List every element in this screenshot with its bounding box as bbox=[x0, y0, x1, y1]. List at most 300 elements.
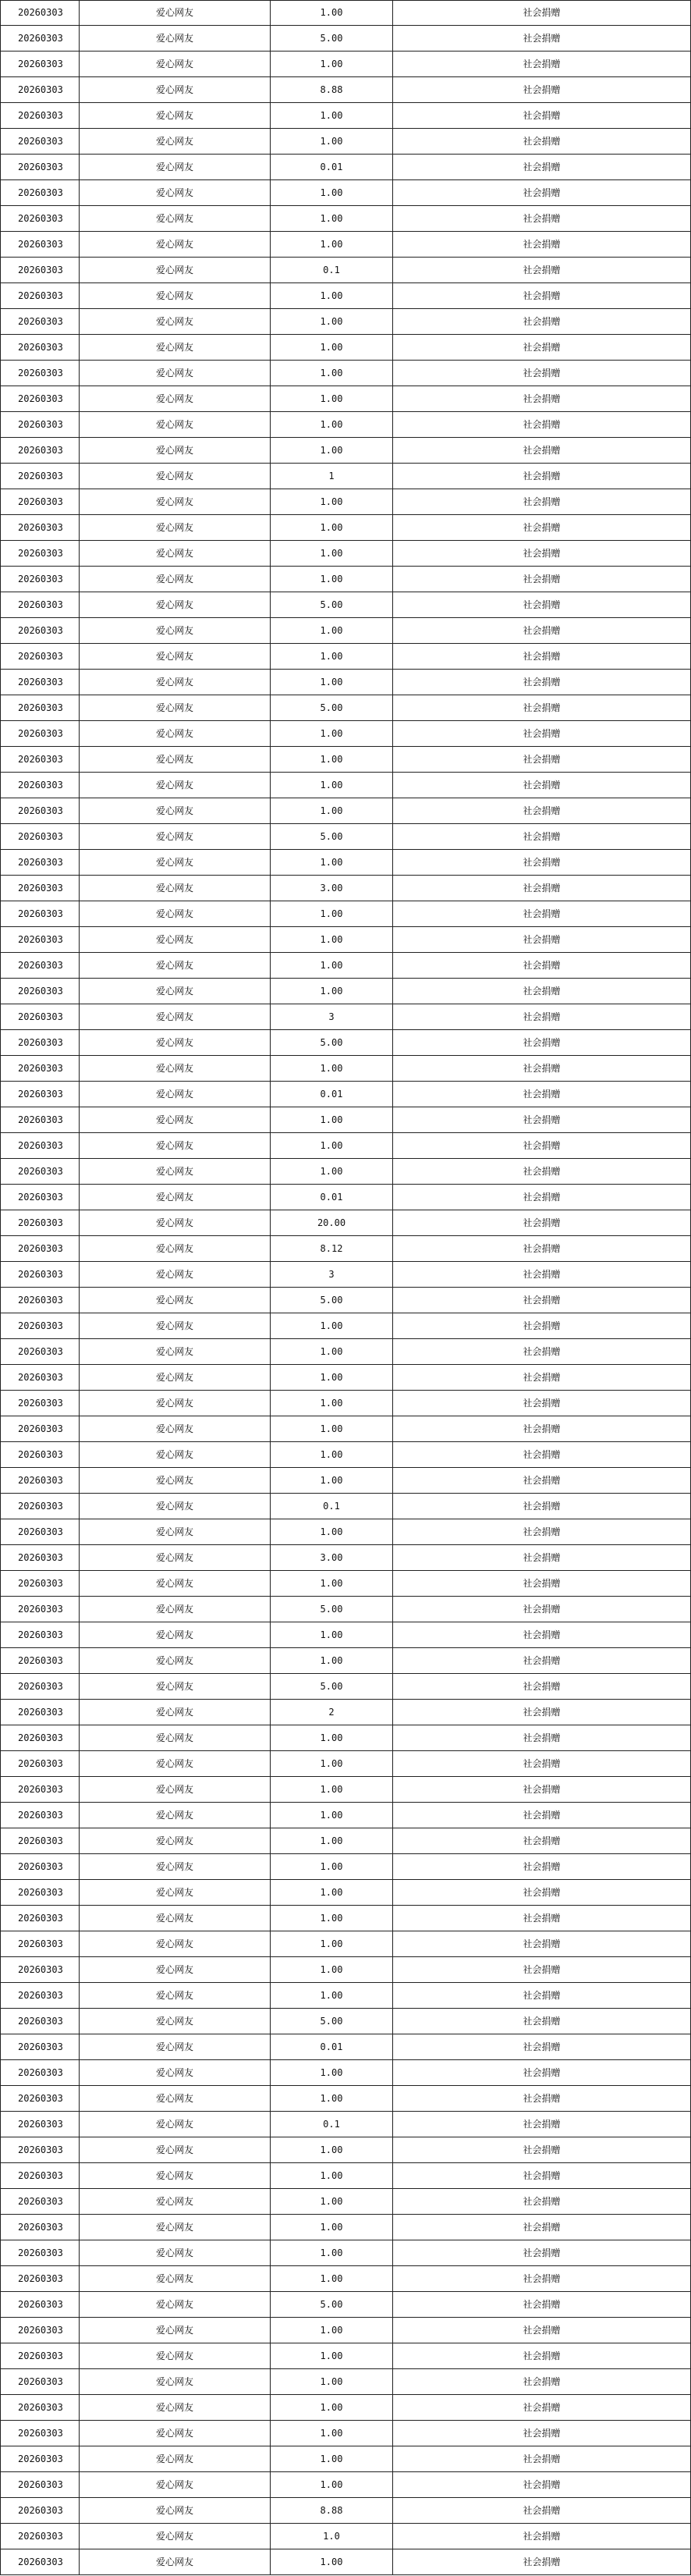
category-cell: 社会捐赠 bbox=[393, 1906, 691, 1931]
amount-cell: 1.00 bbox=[271, 1519, 393, 1545]
amount-cell: 20.00 bbox=[271, 1210, 393, 1236]
table-row bbox=[1, 1751, 691, 1777]
table-row bbox=[1, 1906, 691, 1931]
category-cell: 社会捐赠 bbox=[393, 464, 691, 489]
date-cell: 20260303 bbox=[1, 2421, 80, 2446]
date-cell: 20260303 bbox=[1, 1803, 80, 1828]
category-cell: 社会捐赠 bbox=[393, 2343, 691, 2369]
table-row bbox=[1, 695, 691, 721]
table-row bbox=[1, 670, 691, 695]
date-cell: 20260303 bbox=[1, 721, 80, 747]
table-row bbox=[1, 103, 691, 129]
donor-cell: 爱心网友 bbox=[80, 2318, 271, 2343]
date-cell: 20260303 bbox=[1, 824, 80, 850]
table-row bbox=[1, 1519, 691, 1545]
date-cell: 20260303 bbox=[1, 927, 80, 953]
table-row bbox=[1, 2524, 691, 2549]
category-cell: 社会捐赠 bbox=[393, 412, 691, 438]
donor-cell: 爱心网友 bbox=[80, 2112, 271, 2137]
amount-cell: 0.01 bbox=[271, 2034, 393, 2060]
table-row bbox=[1, 850, 691, 876]
amount-cell: 1.00 bbox=[271, 1906, 393, 1931]
category-cell: 社会捐赠 bbox=[393, 927, 691, 953]
date-cell: 20260303 bbox=[1, 2446, 80, 2472]
category-cell: 社会捐赠 bbox=[393, 2086, 691, 2112]
amount-cell: 5.00 bbox=[271, 2009, 393, 2034]
amount-cell: 1.00 bbox=[271, 52, 393, 77]
date-cell: 20260303 bbox=[1, 1365, 80, 1391]
date-cell: 20260303 bbox=[1, 2215, 80, 2240]
date-cell: 20260303 bbox=[1, 2472, 80, 2498]
donor-cell: 爱心网友 bbox=[80, 77, 271, 103]
donor-cell: 爱心网友 bbox=[80, 129, 271, 155]
amount-cell: 1.00 bbox=[271, 1159, 393, 1185]
amount-cell: 1.0 bbox=[271, 2524, 393, 2549]
amount-cell: 1.00 bbox=[271, 1313, 393, 1339]
table-row bbox=[1, 1803, 691, 1828]
category-cell: 社会捐赠 bbox=[393, 2446, 691, 2472]
category-cell: 社会捐赠 bbox=[393, 1391, 691, 1416]
donor-cell: 爱心网友 bbox=[80, 773, 271, 798]
amount-cell: 5.00 bbox=[271, 1674, 393, 1700]
donor-cell: 爱心网友 bbox=[80, 1545, 271, 1571]
table-row bbox=[1, 2369, 691, 2395]
category-cell: 社会捐赠 bbox=[393, 1107, 691, 1133]
date-cell: 20260303 bbox=[1, 592, 80, 618]
table-row bbox=[1, 1082, 691, 1107]
amount-cell: 5.00 bbox=[271, 695, 393, 721]
category-cell: 社会捐赠 bbox=[393, 438, 691, 464]
category-cell: 社会捐赠 bbox=[393, 1030, 691, 1056]
amount-cell: 1.00 bbox=[271, 2215, 393, 2240]
donor-cell: 爱心网友 bbox=[80, 2086, 271, 2112]
category-cell: 社会捐赠 bbox=[393, 592, 691, 618]
category-cell: 社会捐赠 bbox=[393, 1519, 691, 1545]
category-cell: 社会捐赠 bbox=[393, 2215, 691, 2240]
date-cell: 20260303 bbox=[1, 1236, 80, 1262]
date-cell: 20260303 bbox=[1, 1674, 80, 1700]
amount-cell: 1.00 bbox=[271, 2266, 393, 2292]
donation-table-body bbox=[1, 1, 691, 2575]
amount-cell: 1.00 bbox=[271, 1056, 393, 1082]
donor-cell: 爱心网友 bbox=[80, 2060, 271, 2086]
table-row bbox=[1, 1648, 691, 1674]
category-cell: 社会捐赠 bbox=[393, 1442, 691, 1468]
amount-cell: 1.00 bbox=[271, 1803, 393, 1828]
category-cell: 社会捐赠 bbox=[393, 2034, 691, 2060]
table-row bbox=[1, 438, 691, 464]
table-row bbox=[1, 2472, 691, 2498]
category-cell: 社会捐赠 bbox=[393, 2240, 691, 2266]
amount-cell: 1.00 bbox=[271, 1571, 393, 1597]
donor-cell: 爱心网友 bbox=[80, 2292, 271, 2318]
table-row bbox=[1, 1159, 691, 1185]
amount-cell: 0.1 bbox=[271, 1494, 393, 1519]
table-row bbox=[1, 2446, 691, 2472]
amount-cell: 1.00 bbox=[271, 309, 393, 335]
category-cell: 社会捐赠 bbox=[393, 258, 691, 283]
table-row bbox=[1, 618, 691, 644]
donor-cell: 爱心网友 bbox=[80, 1391, 271, 1416]
donor-cell: 爱心网友 bbox=[80, 258, 271, 283]
donor-cell: 爱心网友 bbox=[80, 721, 271, 747]
amount-cell: 1.00 bbox=[271, 2549, 393, 2575]
category-cell: 社会捐赠 bbox=[393, 618, 691, 644]
amount-cell: 1.00 bbox=[271, 180, 393, 206]
donor-cell: 爱心网友 bbox=[80, 1648, 271, 1674]
date-cell: 20260303 bbox=[1, 2137, 80, 2163]
table-row bbox=[1, 567, 691, 592]
table-row bbox=[1, 1442, 691, 1468]
amount-cell: 1.00 bbox=[271, 644, 393, 670]
donor-cell: 爱心网友 bbox=[80, 412, 271, 438]
category-cell: 社会捐赠 bbox=[393, 1828, 691, 1854]
amount-cell: 1.00 bbox=[271, 1648, 393, 1674]
category-cell: 社会捐赠 bbox=[393, 1, 691, 26]
table-row bbox=[1, 2240, 691, 2266]
amount-cell: 1.00 bbox=[271, 1777, 393, 1803]
date-cell: 20260303 bbox=[1, 26, 80, 52]
date-cell: 20260303 bbox=[1, 1004, 80, 1030]
date-cell: 20260303 bbox=[1, 232, 80, 258]
table-row bbox=[1, 515, 691, 541]
donor-cell: 爱心网友 bbox=[80, 1107, 271, 1133]
date-cell: 20260303 bbox=[1, 2498, 80, 2524]
amount-cell: 1.00 bbox=[271, 979, 393, 1004]
category-cell: 社会捐赠 bbox=[393, 721, 691, 747]
table-row bbox=[1, 1030, 691, 1056]
amount-cell: 3.00 bbox=[271, 1545, 393, 1571]
table-row bbox=[1, 824, 691, 850]
donor-cell: 爱心网友 bbox=[80, 1056, 271, 1082]
date-cell: 20260303 bbox=[1, 695, 80, 721]
donor-cell: 爱心网友 bbox=[80, 438, 271, 464]
donor-cell: 爱心网友 bbox=[80, 52, 271, 77]
table-row bbox=[1, 1262, 691, 1288]
donor-cell: 爱心网友 bbox=[80, 1751, 271, 1777]
date-cell: 20260303 bbox=[1, 258, 80, 283]
category-cell: 社会捐赠 bbox=[393, 1082, 691, 1107]
category-cell: 社会捐赠 bbox=[393, 1957, 691, 1983]
category-cell: 社会捐赠 bbox=[393, 2163, 691, 2189]
donor-cell: 爱心网友 bbox=[80, 644, 271, 670]
table-row bbox=[1, 1210, 691, 1236]
amount-cell: 8.88 bbox=[271, 77, 393, 103]
table-row bbox=[1, 1545, 691, 1571]
amount-cell: 1.00 bbox=[271, 2318, 393, 2343]
amount-cell: 1.00 bbox=[271, 1365, 393, 1391]
date-cell: 20260303 bbox=[1, 901, 80, 927]
date-cell: 20260303 bbox=[1, 541, 80, 567]
donor-cell: 爱心网友 bbox=[80, 386, 271, 412]
date-cell: 20260303 bbox=[1, 1828, 80, 1854]
category-cell: 社会捐赠 bbox=[393, 232, 691, 258]
donor-cell: 爱心网友 bbox=[80, 695, 271, 721]
category-cell: 社会捐赠 bbox=[393, 876, 691, 901]
category-cell: 社会捐赠 bbox=[393, 361, 691, 386]
amount-cell: 0.1 bbox=[271, 258, 393, 283]
date-cell: 20260303 bbox=[1, 1545, 80, 1571]
donor-cell: 爱心网友 bbox=[80, 1957, 271, 1983]
donor-cell: 爱心网友 bbox=[80, 361, 271, 386]
table-row bbox=[1, 1828, 691, 1854]
category-cell: 社会捐赠 bbox=[393, 1648, 691, 1674]
donor-cell: 爱心网友 bbox=[80, 747, 271, 773]
amount-cell: 1.00 bbox=[271, 2189, 393, 2215]
amount-cell: 1.00 bbox=[271, 412, 393, 438]
date-cell: 20260303 bbox=[1, 2292, 80, 2318]
date-cell: 20260303 bbox=[1, 1159, 80, 1185]
donor-cell: 爱心网友 bbox=[80, 1288, 271, 1313]
amount-cell: 1.00 bbox=[271, 1133, 393, 1159]
amount-cell: 1.00 bbox=[271, 515, 393, 541]
table-row bbox=[1, 1674, 691, 1700]
amount-cell: 8.88 bbox=[271, 2498, 393, 2524]
category-cell: 社会捐赠 bbox=[393, 1622, 691, 1648]
category-cell: 社会捐赠 bbox=[393, 979, 691, 1004]
amount-cell: 5.00 bbox=[271, 1288, 393, 1313]
amount-cell: 5.00 bbox=[271, 824, 393, 850]
date-cell: 20260303 bbox=[1, 1313, 80, 1339]
table-row bbox=[1, 489, 691, 515]
date-cell: 20260303 bbox=[1, 1262, 80, 1288]
donor-cell: 爱心网友 bbox=[80, 1700, 271, 1725]
category-cell: 社会捐赠 bbox=[393, 2498, 691, 2524]
date-cell: 20260303 bbox=[1, 438, 80, 464]
donor-cell: 爱心网友 bbox=[80, 2266, 271, 2292]
donor-cell: 爱心网友 bbox=[80, 1262, 271, 1288]
amount-cell: 1.00 bbox=[271, 2369, 393, 2395]
date-cell: 20260303 bbox=[1, 2060, 80, 2086]
donor-cell: 爱心网友 bbox=[80, 1622, 271, 1648]
amount-cell: 1.00 bbox=[271, 670, 393, 695]
table-row bbox=[1, 721, 691, 747]
donor-cell: 爱心网友 bbox=[80, 515, 271, 541]
date-cell: 20260303 bbox=[1, 2343, 80, 2369]
table-row bbox=[1, 1622, 691, 1648]
category-cell: 社会捐赠 bbox=[393, 309, 691, 335]
date-cell: 20260303 bbox=[1, 850, 80, 876]
table-row bbox=[1, 1288, 691, 1313]
amount-cell: 1.00 bbox=[271, 103, 393, 129]
donor-cell: 爱心网友 bbox=[80, 1854, 271, 1880]
amount-cell: 0.01 bbox=[271, 1185, 393, 1210]
donor-cell: 爱心网友 bbox=[80, 592, 271, 618]
category-cell: 社会捐赠 bbox=[393, 1056, 691, 1082]
category-cell: 社会捐赠 bbox=[393, 1210, 691, 1236]
donor-cell: 爱心网友 bbox=[80, 1365, 271, 1391]
table-row bbox=[1, 2112, 691, 2137]
table-row bbox=[1, 1185, 691, 1210]
amount-cell: 1.00 bbox=[271, 1, 393, 26]
amount-cell: 3 bbox=[271, 1004, 393, 1030]
amount-cell: 1.00 bbox=[271, 2395, 393, 2421]
category-cell: 社会捐赠 bbox=[393, 850, 691, 876]
table-row bbox=[1, 1777, 691, 1803]
date-cell: 20260303 bbox=[1, 2524, 80, 2549]
amount-cell: 1.00 bbox=[271, 1880, 393, 1906]
donor-cell: 爱心网友 bbox=[80, 901, 271, 927]
donor-cell: 爱心网友 bbox=[80, 1494, 271, 1519]
category-cell: 社会捐赠 bbox=[393, 155, 691, 180]
date-cell: 20260303 bbox=[1, 335, 80, 361]
amount-cell: 1.00 bbox=[271, 489, 393, 515]
table-row bbox=[1, 1880, 691, 1906]
date-cell: 20260303 bbox=[1, 361, 80, 386]
table-row bbox=[1, 2060, 691, 2086]
donor-cell: 爱心网友 bbox=[80, 850, 271, 876]
date-cell: 20260303 bbox=[1, 2086, 80, 2112]
donor-cell: 爱心网友 bbox=[80, 1339, 271, 1365]
category-cell: 社会捐赠 bbox=[393, 2266, 691, 2292]
table-row bbox=[1, 1597, 691, 1622]
donor-cell: 爱心网友 bbox=[80, 1777, 271, 1803]
amount-cell: 1.00 bbox=[271, 1725, 393, 1751]
table-row bbox=[1, 1494, 691, 1519]
category-cell: 社会捐赠 bbox=[393, 180, 691, 206]
donor-cell: 爱心网友 bbox=[80, 155, 271, 180]
date-cell: 20260303 bbox=[1, 489, 80, 515]
category-cell: 社会捐赠 bbox=[393, 567, 691, 592]
table-row bbox=[1, 2009, 691, 2034]
category-cell: 社会捐赠 bbox=[393, 103, 691, 129]
table-row bbox=[1, 361, 691, 386]
table-row bbox=[1, 283, 691, 309]
category-cell: 社会捐赠 bbox=[393, 2189, 691, 2215]
date-cell: 20260303 bbox=[1, 103, 80, 129]
category-cell: 社会捐赠 bbox=[393, 2421, 691, 2446]
category-cell: 社会捐赠 bbox=[393, 1004, 691, 1030]
table-row bbox=[1, 155, 691, 180]
date-cell: 20260303 bbox=[1, 1442, 80, 1468]
table-row bbox=[1, 1725, 691, 1751]
category-cell: 社会捐赠 bbox=[393, 1313, 691, 1339]
amount-cell: 1.00 bbox=[271, 2137, 393, 2163]
date-cell: 20260303 bbox=[1, 953, 80, 979]
table-row bbox=[1, 52, 691, 77]
donor-cell: 爱心网友 bbox=[80, 1828, 271, 1854]
donor-cell: 爱心网友 bbox=[80, 618, 271, 644]
donor-cell: 爱心网友 bbox=[80, 927, 271, 953]
amount-cell: 1.00 bbox=[271, 438, 393, 464]
table-row bbox=[1, 1133, 691, 1159]
amount-cell: 5.00 bbox=[271, 592, 393, 618]
category-cell: 社会捐赠 bbox=[393, 2009, 691, 2034]
table-row bbox=[1, 773, 691, 798]
category-cell: 社会捐赠 bbox=[393, 206, 691, 232]
category-cell: 社会捐赠 bbox=[393, 1777, 691, 1803]
table-row bbox=[1, 1931, 691, 1957]
category-cell: 社会捐赠 bbox=[393, 1468, 691, 1494]
table-row bbox=[1, 592, 691, 618]
donor-cell: 爱心网友 bbox=[80, 1931, 271, 1957]
donor-cell: 爱心网友 bbox=[80, 1597, 271, 1622]
date-cell: 20260303 bbox=[1, 515, 80, 541]
table-row bbox=[1, 2266, 691, 2292]
donor-cell: 爱心网友 bbox=[80, 1519, 271, 1545]
date-cell: 20260303 bbox=[1, 773, 80, 798]
category-cell: 社会捐赠 bbox=[393, 824, 691, 850]
amount-cell: 1.00 bbox=[271, 953, 393, 979]
donor-cell: 爱心网友 bbox=[80, 1236, 271, 1262]
donor-cell: 爱心网友 bbox=[80, 1725, 271, 1751]
table-row bbox=[1, 129, 691, 155]
amount-cell: 3.00 bbox=[271, 876, 393, 901]
category-cell: 社会捐赠 bbox=[393, 541, 691, 567]
table-row bbox=[1, 2498, 691, 2524]
date-cell: 20260303 bbox=[1, 798, 80, 824]
table-row bbox=[1, 541, 691, 567]
date-cell: 20260303 bbox=[1, 1700, 80, 1725]
amount-cell: 5.00 bbox=[271, 26, 393, 52]
donor-cell: 爱心网友 bbox=[80, 2009, 271, 2034]
category-cell: 社会捐赠 bbox=[393, 1700, 691, 1725]
date-cell: 20260303 bbox=[1, 1133, 80, 1159]
amount-cell: 1.00 bbox=[271, 541, 393, 567]
date-cell: 20260303 bbox=[1, 1210, 80, 1236]
amount-cell: 1.00 bbox=[271, 386, 393, 412]
amount-cell: 1.00 bbox=[271, 2060, 393, 2086]
amount-cell: 0.01 bbox=[271, 155, 393, 180]
date-cell: 20260303 bbox=[1, 1185, 80, 1210]
amount-cell: 1.00 bbox=[271, 901, 393, 927]
category-cell: 社会捐赠 bbox=[393, 1159, 691, 1185]
category-cell: 社会捐赠 bbox=[393, 26, 691, 52]
amount-cell: 1.00 bbox=[271, 1391, 393, 1416]
table-row bbox=[1, 1571, 691, 1597]
date-cell: 20260303 bbox=[1, 1957, 80, 1983]
date-cell: 20260303 bbox=[1, 2318, 80, 2343]
donor-cell: 爱心网友 bbox=[80, 26, 271, 52]
table-row bbox=[1, 26, 691, 52]
amount-cell: 1.00 bbox=[271, 2240, 393, 2266]
amount-cell: 1.00 bbox=[271, 361, 393, 386]
amount-cell: 1.00 bbox=[271, 773, 393, 798]
amount-cell: 1.00 bbox=[271, 618, 393, 644]
table-row bbox=[1, 953, 691, 979]
category-cell: 社会捐赠 bbox=[393, 1236, 691, 1262]
amount-cell: 0.1 bbox=[271, 2112, 393, 2137]
table-row bbox=[1, 1236, 691, 1262]
date-cell: 20260303 bbox=[1, 155, 80, 180]
amount-cell: 8.12 bbox=[271, 1236, 393, 1262]
date-cell: 20260303 bbox=[1, 1391, 80, 1416]
category-cell: 社会捐赠 bbox=[393, 798, 691, 824]
table-row bbox=[1, 927, 691, 953]
table-row bbox=[1, 2034, 691, 2060]
date-cell: 20260303 bbox=[1, 2009, 80, 2034]
category-cell: 社会捐赠 bbox=[393, 1571, 691, 1597]
table-row bbox=[1, 2395, 691, 2421]
table-row bbox=[1, 2549, 691, 2575]
category-cell: 社会捐赠 bbox=[393, 1365, 691, 1391]
table-row bbox=[1, 206, 691, 232]
table-row bbox=[1, 2086, 691, 2112]
amount-cell: 1 bbox=[271, 464, 393, 489]
table-row bbox=[1, 2292, 691, 2318]
category-cell: 社会捐赠 bbox=[393, 953, 691, 979]
date-cell: 20260303 bbox=[1, 464, 80, 489]
donor-cell: 爱心网友 bbox=[80, 309, 271, 335]
amount-cell: 1.00 bbox=[271, 1107, 393, 1133]
category-cell: 社会捐赠 bbox=[393, 901, 691, 927]
date-cell: 20260303 bbox=[1, 2189, 80, 2215]
donor-cell: 爱心网友 bbox=[80, 1159, 271, 1185]
category-cell: 社会捐赠 bbox=[393, 2524, 691, 2549]
date-cell: 20260303 bbox=[1, 1931, 80, 1957]
table-row bbox=[1, 1391, 691, 1416]
table-row bbox=[1, 77, 691, 103]
